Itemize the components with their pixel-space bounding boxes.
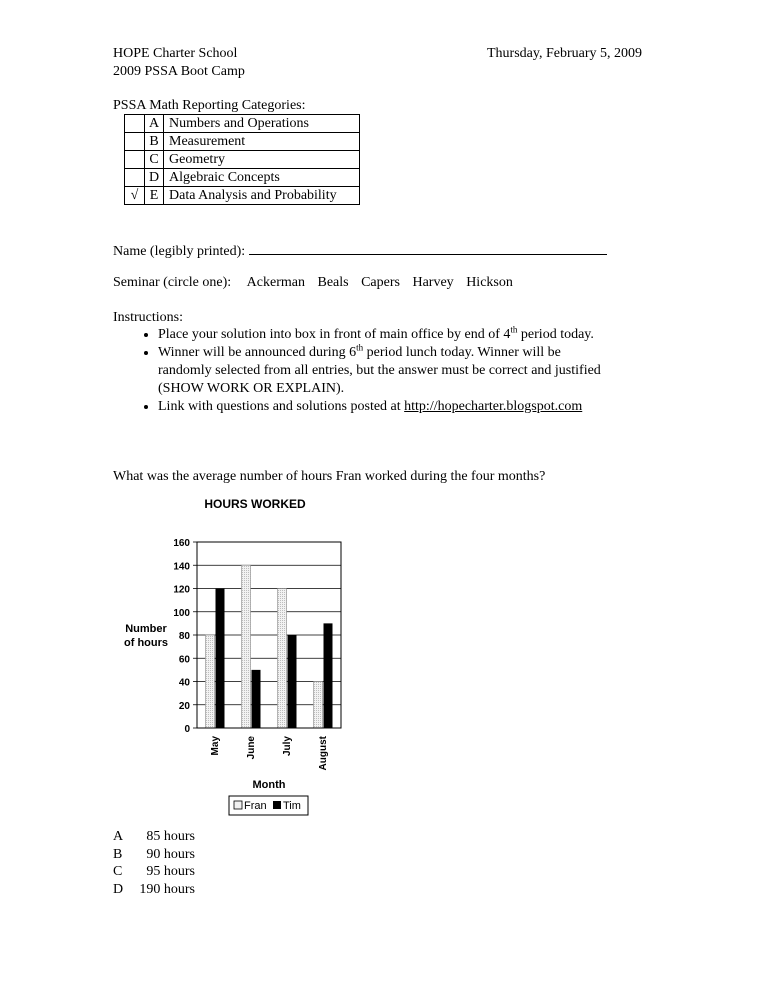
x-tick-label: May [210,736,221,756]
ordinal-suffix: th [510,324,518,335]
x-axis-label: Month [252,779,286,791]
instruction-text: Winner will be announced during 6 [158,345,357,360]
answer-value: 190 hours [139,881,195,897]
bar-fran [206,635,215,728]
category-name: Numbers and Operations [164,115,360,133]
x-tick-label: June [246,736,257,760]
seminar-option[interactable]: Harvey [412,275,454,290]
legend-swatch-fran [234,801,242,809]
seminar-label: Seminar (circle one): [113,275,232,290]
y-tick-label: 120 [173,584,190,596]
bar-tim [288,635,297,728]
y-axis-label: of hours [124,637,168,649]
instruction-text: (SHOW WORK OR EXPLAIN). [158,381,345,396]
answer-letter: B [113,846,123,862]
seminar-option[interactable]: Capers [361,275,400,290]
bar-tim [216,589,225,729]
instruction-text: period lunch today. Winner will be [363,345,561,360]
instruction-text: Link with questions and solutions posted at [158,399,405,414]
answer-choice[interactable] [113,881,195,899]
bar-tim [324,623,333,728]
answer-choice[interactable] [113,828,195,846]
answer-letter: D [113,881,124,897]
answer-value: 85 hours [146,829,195,844]
answer-letter: C [113,864,123,879]
question-text: What was the average number of hours Fran worked during the four months? [113,469,546,484]
answer-value: 90 hours [146,846,195,862]
answer-choice[interactable] [113,846,195,864]
seminar-option[interactable]: Beals [317,275,349,290]
y-axis-label: Number [125,623,167,635]
y-tick-label: 0 [184,724,190,735]
category-letter: B [145,133,164,151]
answer-choice[interactable] [113,863,195,881]
instructions-title: Instructions: [113,310,183,325]
category-letter: A [145,115,164,133]
categories-title: PSSA Math Reporting Categories: [113,98,306,113]
category-letter: E [145,187,164,205]
y-tick-label: 40 [178,677,190,689]
ordinal-suffix: th [356,342,364,353]
answer-choices [113,828,195,898]
category-letter: D [145,169,164,187]
bar-fran [314,682,323,729]
y-tick-label: 20 [178,700,190,712]
bar-fran [278,589,287,729]
legend-swatch-tim [273,801,281,809]
category-name: Data Analysis and Probability [164,187,360,205]
x-tick-label: July [282,736,293,757]
x-tick-label: August [318,736,329,771]
category-name: Algebraic Concepts [164,169,360,187]
program-name: 2009 PSSA Boot Camp [113,64,245,79]
category-name: Geometry [164,151,360,169]
category-name: Measurement [164,133,360,151]
name-label: Name (legibly printed): [113,244,246,259]
y-tick-label: 140 [173,561,190,573]
instruction-text: randomly selected from all entries, but the answer must be correct and justified [158,363,601,378]
answer-value: 95 hours [146,864,195,879]
y-tick-label: 60 [178,654,190,666]
school-name: HOPE Charter School [113,46,238,61]
legend-label-tim: Tim [283,800,301,812]
legend-label-fran: Fran [244,800,267,812]
bar-tim [252,670,261,728]
category-letter: C [145,151,164,169]
header-date: Thursday, February 5, 2009 [487,46,643,61]
y-tick-label: 100 [173,607,190,619]
seminar-option[interactable]: Hickson [466,275,513,290]
seminar-option[interactable]: Ackerman [246,275,305,290]
y-tick-label: 80 [178,631,190,642]
category-check: √ [125,187,145,205]
y-tick-label: 160 [173,538,190,549]
answer-letter: A [113,829,124,844]
instruction-text: period today. [517,327,594,342]
bar-fran [242,565,251,728]
blog-link[interactable]: http://hopecharter.blogspot.com [404,399,583,414]
chart-title: HOURS WORKED [204,497,306,511]
instruction-text: Place your solution into box in front of main office by end of 4 [158,327,511,342]
